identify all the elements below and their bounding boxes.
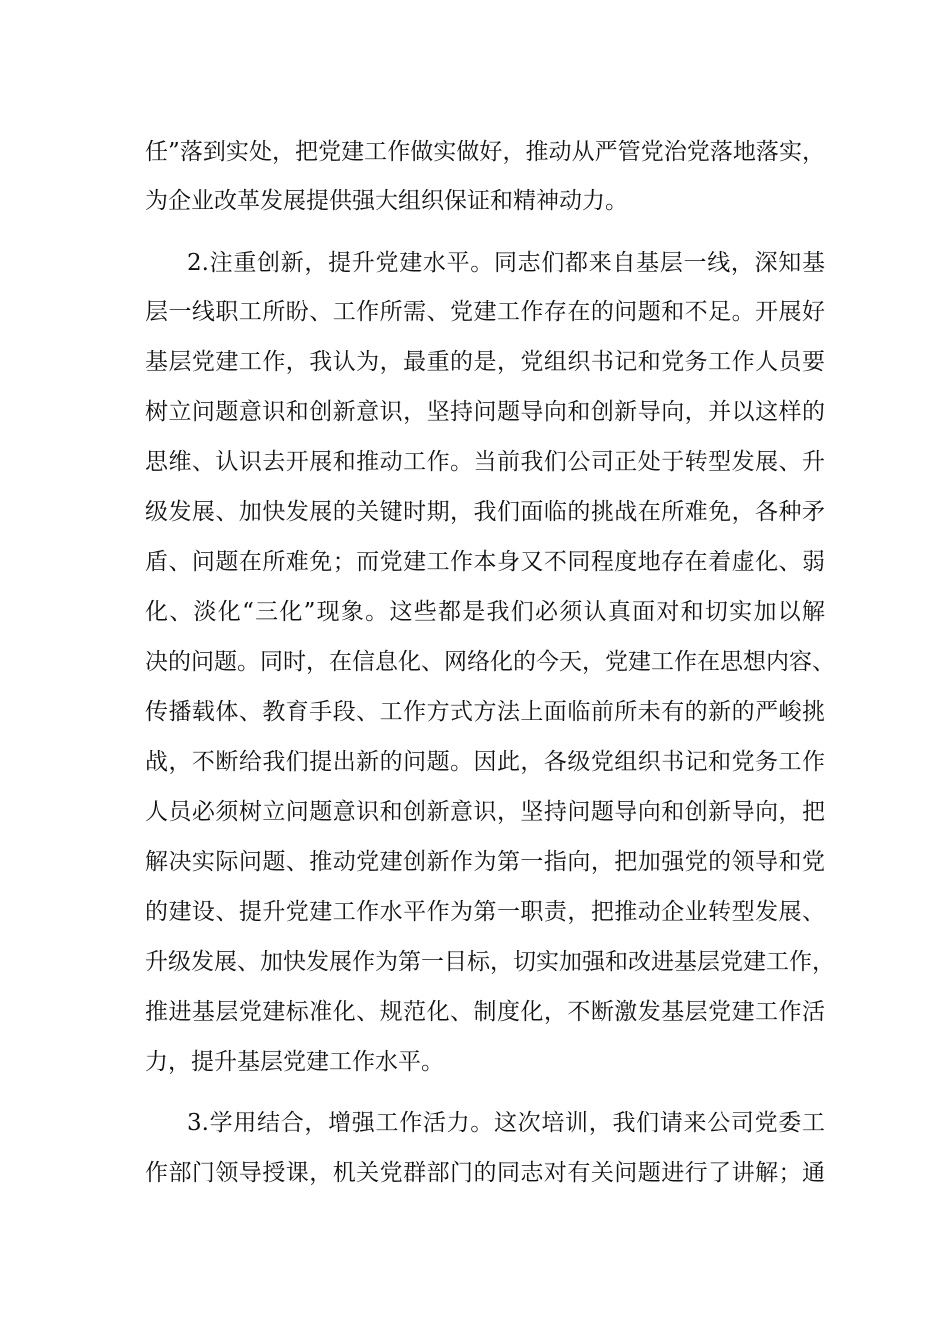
text-line: 人员必须树立问题意识和创新意识，坚持问题导向和创新导向，把 — [145, 799, 825, 825]
text-line: 思维、认识去开展和推动工作。当前我们公司正处于转型发展、升 — [145, 449, 825, 475]
text-line: 盾、问题在所难免；而党建工作本身又不同程度地存在着虚化、弱 — [145, 549, 825, 575]
paragraph-heading-line: 2.注重创新，提升党建水平。同志们都来自基层一线，深知基 — [187, 250, 825, 276]
text-line: 为企业改革发展提供强大组织保证和精神动力。 — [145, 188, 628, 214]
paragraph-heading-line: 3.学用结合，增强工作活力。这次培训，我们请来公司党委工 — [187, 1110, 825, 1136]
text-line: 层一线职工所盼、工作所需、党建工作存在的问题和不足。开展好 — [145, 299, 825, 325]
text-line: 传播载体、教育手段、工作方式方法上面临前所未有的新的严峻挑 — [145, 699, 825, 725]
text-line: 树立问题意识和创新意识，坚持问题导向和创新导向，并以这样的 — [145, 399, 825, 425]
text-line: 力，提升基层党建工作水平。 — [145, 1049, 444, 1075]
text-line: 的建设、提升党建工作水平作为第一职责，把推动企业转型发展、 — [145, 899, 825, 925]
text-line: 决的问题。同时，在信息化、网络化的今天，党建工作在思想内容、 — [145, 649, 835, 675]
text-line: 级发展、加快发展的关键时期，我们面临的挑战在所难免，各种矛 — [145, 499, 825, 525]
text-line: 解决实际问题、推动党建创新作为第一指向，把加强党的领导和党 — [145, 849, 825, 875]
text-line: 任”落到实处，把党建工作做实做好，推动从严管党治党落地落实， — [145, 139, 825, 165]
text-line: 基层党建工作，我认为，最重的是，党组织书记和党务工作人员要 — [145, 349, 825, 375]
text-line: 化、淡化“三化”现象。这些都是我们必须认真面对和切实加以解 — [145, 599, 825, 625]
text-line: 作部门领导授课，机关党群部门的同志对有关问题进行了讲解；通 — [145, 1160, 825, 1186]
text-line: 推进基层党建标准化、规范化、制度化，不断激发基层党建工作活 — [145, 999, 825, 1025]
text-line: 战，不断给我们提出新的问题。因此，各级党组织书记和党务工作 — [145, 749, 825, 775]
text-line: 升级发展、加快发展作为第一目标，切实加强和改进基层党建工作， — [145, 949, 835, 975]
